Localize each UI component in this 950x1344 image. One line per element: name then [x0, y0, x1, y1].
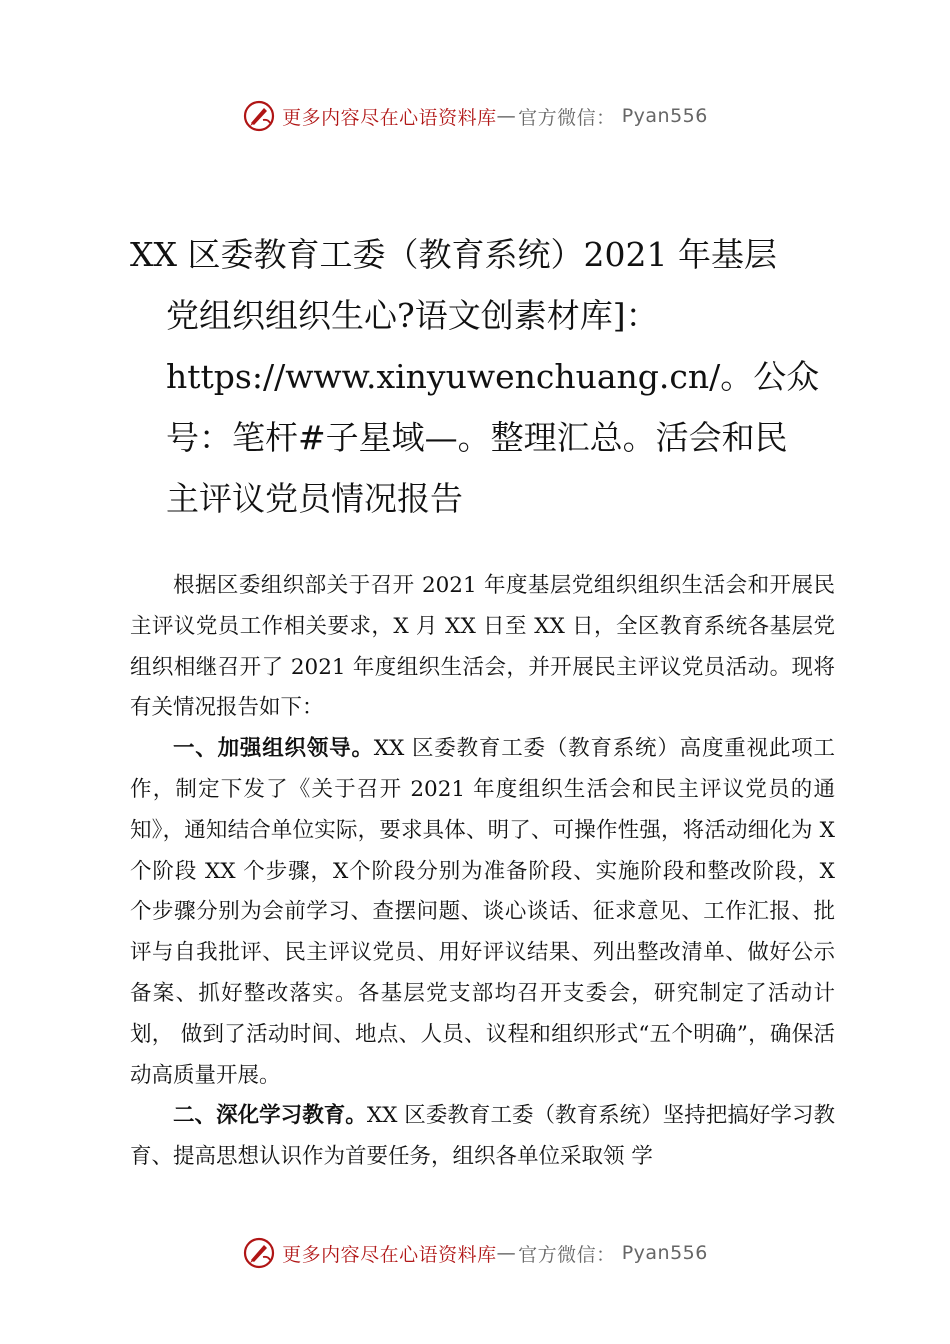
footer-watermark: [0, 1233, 950, 1273]
watermark-brand: 更多内容尽在心语资料库: [282, 106, 497, 129]
section-2-text: XX 区委教育工委（教育系统）坚持把搞好学习教育、提高思想认识作为首要任务，组织各单位采取领 学: [130, 1103, 835, 1170]
watermark-wechat-id: Pyan556: [621, 105, 708, 127]
title-line-1: XX 区委教育工委（教育系统）2021 年基层: [130, 235, 777, 274]
document-body: [130, 566, 835, 1178]
watermark-separator: —: [496, 105, 517, 127]
pen-seal-logo-icon: [242, 99, 276, 133]
document-title: [130, 224, 830, 529]
watermark-wechat-label: 官方微信：: [518, 1243, 616, 1266]
section-2-heading: 二、深化学习教育。: [173, 1103, 367, 1129]
title-line-4: 号：笔杆#子星域—。整理汇总。活会和民: [166, 418, 788, 457]
pen-seal-logo-icon: [242, 1236, 276, 1270]
title-line-3: https://www.xinyuwenchuang.cn/。公众: [166, 357, 820, 396]
header-watermark: [0, 96, 950, 136]
title-line-5: 主评议党员情况报告: [166, 479, 463, 518]
watermark-brand: 更多内容尽在心语资料库: [282, 1243, 497, 1266]
section-2-paragraph: [130, 1096, 835, 1178]
section-1-heading: 一、加强组织领导。: [173, 736, 374, 762]
watermark-wechat-label: 官方微信：: [518, 106, 616, 129]
title-line-2: 党组织组织生心?语文创素材库]：: [166, 296, 659, 335]
section-1-paragraph: [130, 729, 835, 1096]
section-1-text: XX 区委教育工委（教育系统）高度重视此项工作，制定下发了《关于召开 2021 年度组织生活会和民主评议党员的通知》，通知结合单位实际，要求具体、明了、可操作性强，将活动细化为 X 个阶段 XX 个步骤，X个阶段分别为准备阶段、实施阶段和整改阶段，X 个步骤分别为会前学习、查摆问题、谈心谈话、征求意见、工作汇报、批评与自我批评、民主评议党员、用好评议结果、列出整改清单、做好公示备案、抓好整改落实。各基层党支部均召开支委会，研究制定了活动计划， 做到了活动时间、地点、人员、议程和组织形式“五个明确”，确保活动高质量开展。: [130, 736, 835, 1088]
intro-paragraph: 根据区委组织部关于召开 2021 年度基层党组织组织生活会和开展民主评议党员工作相关要求，X 月 XX 日至 XX 日，全区教育系统各基层党组织相继召开了 2021 年度组织生活会，并开展民主评议党员活动。现将有关情况报告如下：: [130, 573, 835, 721]
watermark-wechat-id: Pyan556: [621, 1242, 708, 1264]
watermark-separator: —: [496, 1242, 517, 1264]
